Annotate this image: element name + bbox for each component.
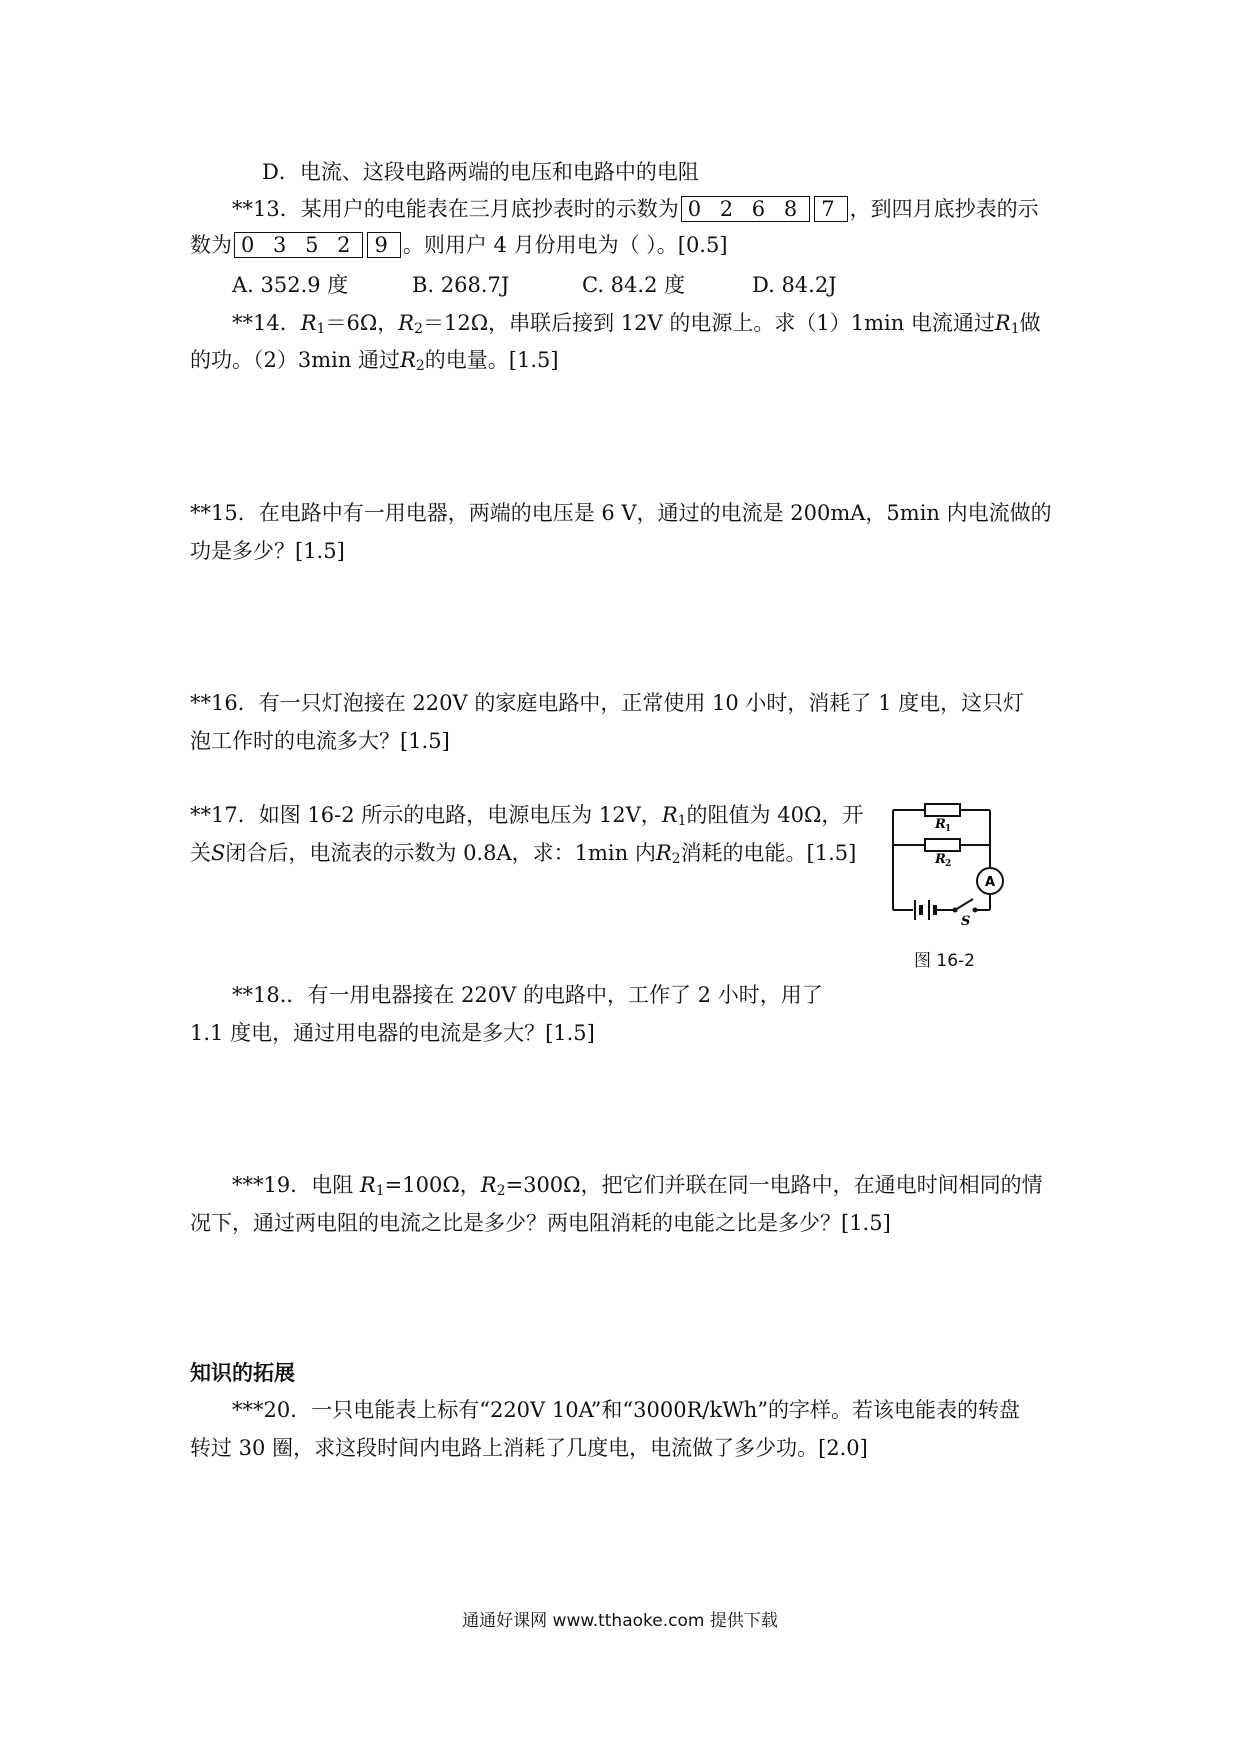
- q17-text-a: **17．如图 16-2 所示的电路，电源电压为 12V，: [190, 803, 662, 827]
- q19-text-c: =300Ω，把它们并联在同一电路中，在通电时间相同的情: [505, 1173, 1043, 1197]
- q13-meter-end-decimal: 9: [367, 232, 400, 258]
- q13-meter-start-decimal: 7: [814, 196, 847, 222]
- q17-r1-sub: 1: [677, 813, 687, 829]
- q19-line1: [232, 1170, 1043, 1206]
- q19-r1: R: [359, 1173, 376, 1197]
- q19-r2: R: [480, 1173, 497, 1197]
- q14-line2: [190, 345, 559, 381]
- q13-option-b: B. 268.7J: [412, 273, 510, 297]
- battery-icon: [915, 900, 935, 920]
- page-footer: 通通好课网 www.tthaoke.com 提供下载: [462, 1611, 778, 1631]
- resistor-r2-icon: [925, 839, 960, 851]
- q13-mid: ，到四月底抄表的示: [849, 197, 1039, 221]
- q17-r1: R: [661, 803, 678, 827]
- q17-switch-s: S: [211, 841, 226, 865]
- q14-text-b: ＝12Ω，串联后接到 12V 的电源上。求（1）1min 电流通过: [422, 311, 995, 335]
- q17-text-b: 的阻值为 40Ω，开: [686, 803, 864, 827]
- q13-line1: [232, 194, 1039, 224]
- q15-line2: 功是多少？[1.5]: [190, 539, 345, 563]
- q13-options: [232, 270, 837, 300]
- q16-line2: 泡工作时的电流多大？[1.5]: [190, 729, 450, 753]
- q12-option-d: D．电流、这段电路两端的电压和电路中的电阻: [262, 160, 699, 184]
- fig-label-r2-sub: 2: [945, 859, 952, 869]
- resistor-r1-icon: [925, 804, 960, 816]
- q13-line2: [190, 230, 728, 260]
- q14-line2b: 的电量。[1.5]: [424, 348, 559, 372]
- q20-line2: 转过 30 圈，求这段时间内电路上消耗了几度电，电流做了多少功。[2.0]: [190, 1436, 868, 1460]
- q13-prefix: **13．某用户的电能表在三月底抄表时的示数为: [232, 197, 679, 221]
- q19-text-b: =100Ω，: [384, 1173, 481, 1197]
- q14-r4: R: [400, 348, 416, 372]
- switch-pivot-icon: [953, 908, 958, 913]
- section-heading: 知识的拓展: [190, 1361, 295, 1385]
- q13-option-c: C. 84.2 度: [582, 273, 686, 297]
- q13-option-d: D. 84.2J: [752, 273, 837, 297]
- q14-r3: R: [994, 311, 1011, 335]
- switch-contact-icon: [973, 908, 978, 913]
- q15-line1: **15．在电路中有一用电器，两端的电压是 6 V，通过的电流是 200mA，5min 内电流做的: [190, 501, 1052, 525]
- figure-caption: 图 16-2: [914, 951, 975, 971]
- fig-label-s: S: [961, 914, 971, 925]
- q13-meter-end-digits: 0 3 5 2: [234, 232, 363, 258]
- q14-r3-sub: 1: [1010, 321, 1020, 337]
- q20-line1: ***20．一只电能表上标有“220V 10A”和“3000R/kWh”的字样。若该电能表的转盘: [232, 1398, 1021, 1422]
- q14-r1-sub: 1: [316, 321, 326, 337]
- q14-r4-sub: 2: [415, 358, 425, 374]
- q17-line1: [190, 800, 863, 836]
- fig-label-a: A: [985, 875, 996, 890]
- q13-option-a: A. 352.9 度: [232, 273, 349, 297]
- q13-meter-start-digits: 0 2 6 8: [681, 196, 810, 222]
- circuit-diagram: [875, 785, 1010, 925]
- q17-r2: R: [655, 841, 672, 865]
- q19-r1-sub: 1: [375, 1183, 385, 1199]
- q17-text-e: 消耗的电能。[1.5]: [680, 841, 857, 865]
- q14-line2a: 的功。（2）3min 通过: [190, 348, 401, 372]
- q13-line2b: 。则用户 4 月份用电为（ ）。[0.5]: [402, 233, 728, 257]
- q13-line2a: 数为: [190, 233, 232, 257]
- q19-text-a: ***19．电阻: [232, 1173, 354, 1197]
- q17-line2: [190, 838, 856, 874]
- q18-line2: 1.1 度电，通过用电器的电流是多大？[1.5]: [190, 1021, 595, 1045]
- q16-line1: **16．有一只灯泡接在 220V 的家庭电路中，正常使用 10 小时，消耗了 1 度电，这只灯: [190, 691, 1025, 715]
- q19-r2-sub: 2: [496, 1183, 506, 1199]
- q18-line1: **18.．有一用电器接在 220V 的电路中，工作了 2 小时，用了: [232, 983, 823, 1007]
- q17-r2-sub: 2: [671, 851, 681, 867]
- fig-label-r2: R: [935, 852, 946, 867]
- q14-text-c: 做: [1019, 311, 1041, 335]
- q19-line2: 况下，通过两电阻的电流之比是多少？两电阻消耗的电能之比是多少？[1.5]: [190, 1211, 891, 1235]
- q14-number: **14．: [232, 311, 301, 335]
- fig-label-r1: R: [935, 817, 946, 832]
- q14-r1: R: [300, 311, 317, 335]
- q14-r2-sub: 2: [414, 321, 423, 337]
- q17-text-c: 关: [190, 841, 211, 865]
- q14-r2: R: [398, 311, 415, 335]
- q14-text-a: ＝6Ω，: [325, 311, 399, 335]
- fig-label-r1-sub: 1: [945, 824, 952, 834]
- q17-text-d: 闭合后，电流表的示数为 0.8A，求：1min 内: [225, 841, 656, 865]
- q14-line1: [232, 308, 1041, 344]
